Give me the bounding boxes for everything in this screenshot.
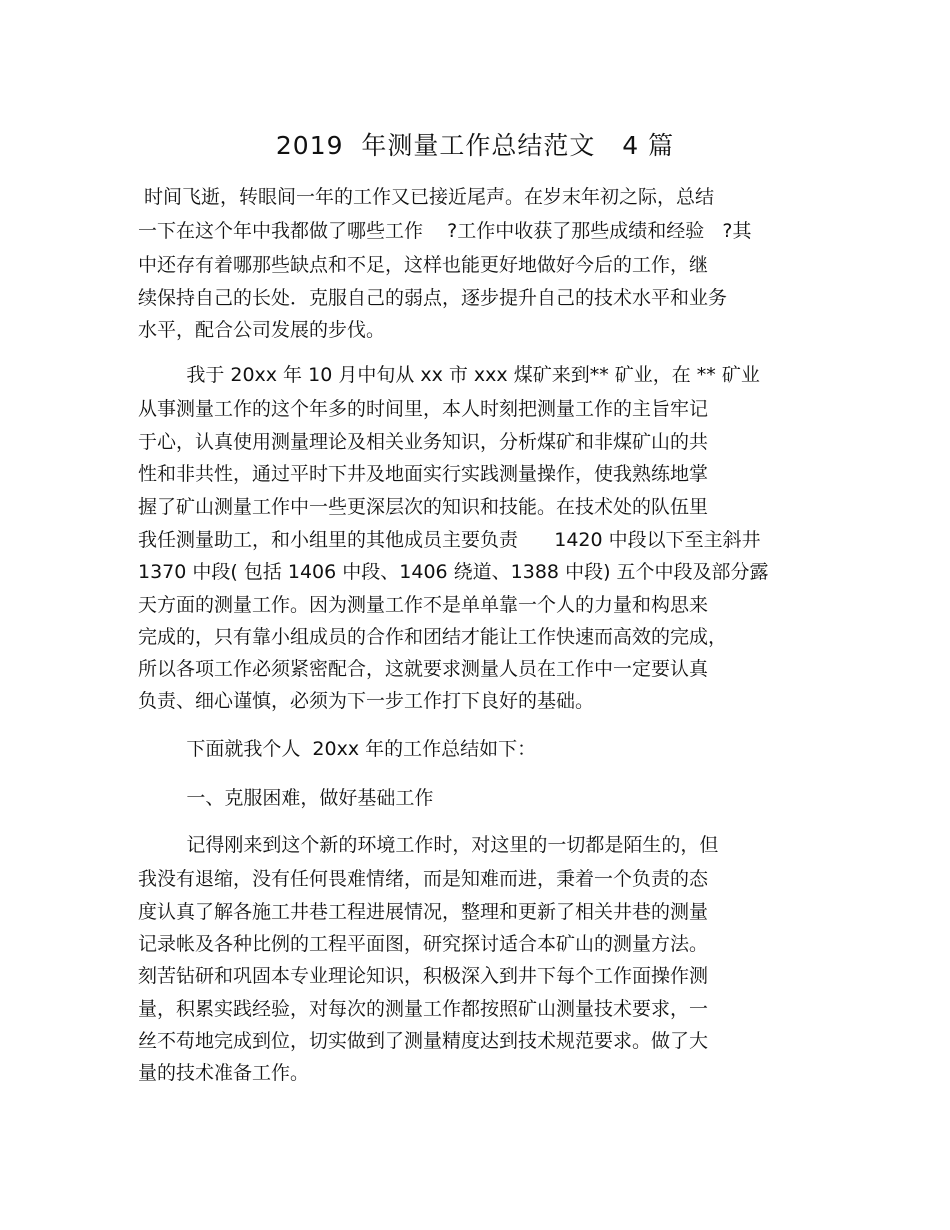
text-line: 完成的，只有靠小组成员的合作和团结才能让工作快速而高效的完成， bbox=[138, 626, 728, 648]
text-line: 一下在这个年中我都做了哪些工作 ?工作中收获了那些成绩和经验 ?其 bbox=[138, 220, 752, 242]
text-line: 我没有退缩，没有任何畏难情绪，而是知难而进，秉着一个负责的态 bbox=[138, 868, 709, 890]
text-line: 量，积累实践经验，对每次的测量工作都按照矿山测量技术要求，一 bbox=[138, 998, 709, 1020]
text-line: 水平，配合公司发展的步伐。 bbox=[138, 319, 386, 341]
text-line: 于心，认真使用测量理论及相关业务知识，分析煤矿和非煤矿山的共 bbox=[138, 431, 709, 453]
text-line: 天方面的测量工作。因为测量工作不是单单靠一个人的力量和构思来 bbox=[138, 594, 709, 616]
page-title: 2019 年测量工作总结范文 4 篇 bbox=[275, 131, 675, 160]
text-line: 所以各项工作必须紧密配合，这就要求测量人员在工作中一定要认真 bbox=[138, 658, 709, 680]
text-line: 1370 中段( 包括 1406 中段、1406 绕道、1388 中段) 五个中段及部分露 bbox=[138, 561, 769, 583]
text-line: 记录帐及各种比例的工程平面图，研究探讨适合本矿山的测量方法。 bbox=[138, 933, 709, 955]
text-line: 续保持自己的长处．克服自己的弱点，逐步提升自己的技术水平和业务 bbox=[138, 287, 728, 309]
text-line: 时间飞逝，转眼间一年的工作又已接近尾声。在岁末年初之际，总结 bbox=[138, 186, 715, 208]
text-line: 记得刚来到这个新的环境工作时，对这里的一切都是陌生的，但 bbox=[138, 834, 719, 856]
text-line: 丝不苟地完成到位，切实做到了测量精度达到技术规范要求。做了大 bbox=[138, 1030, 709, 1052]
text-line: 刻苦钻研和巩固本专业理论知识，积极深入到井下每个工作面操作测 bbox=[138, 965, 709, 987]
text-line: 下面就我个人 20xx 年的工作总结如下： bbox=[138, 738, 537, 760]
text-line: 量的技术准备工作。 bbox=[138, 1062, 310, 1084]
text-line: 我于 20xx 年 10 月中旬从 xx 市 xxx 煤矿来到** 矿业，在 ** 矿业 bbox=[138, 364, 760, 386]
text-line: 我任测量助工，和小组里的其他成员主要负责 1420 中段以下至主斜井 bbox=[138, 529, 761, 551]
text-line: 握了矿山测量工作中一些更深层次的知识和技能。在技术处的队伍里 bbox=[138, 496, 709, 518]
text-line: 一、克服困难，做好基础工作 bbox=[138, 787, 434, 809]
text-line: 负责、细心谨慎，必须为下一步工作打下良好的基础。 bbox=[138, 690, 595, 712]
text-line: 从事测量工作的这个年多的时间里，本人时刻把测量工作的主旨牢记 bbox=[138, 398, 709, 420]
text-line: 性和非共性，通过平时下井及地面实行实践测量操作，使我熟练地掌 bbox=[138, 463, 709, 485]
text-line: 度认真了解各施工井巷工程进展情况，整理和更新了相关井巷的测量 bbox=[138, 901, 709, 923]
text-line: 中还存有着哪那些缺点和不足，这样也能更好地做好今后的工作，继 bbox=[138, 254, 709, 276]
